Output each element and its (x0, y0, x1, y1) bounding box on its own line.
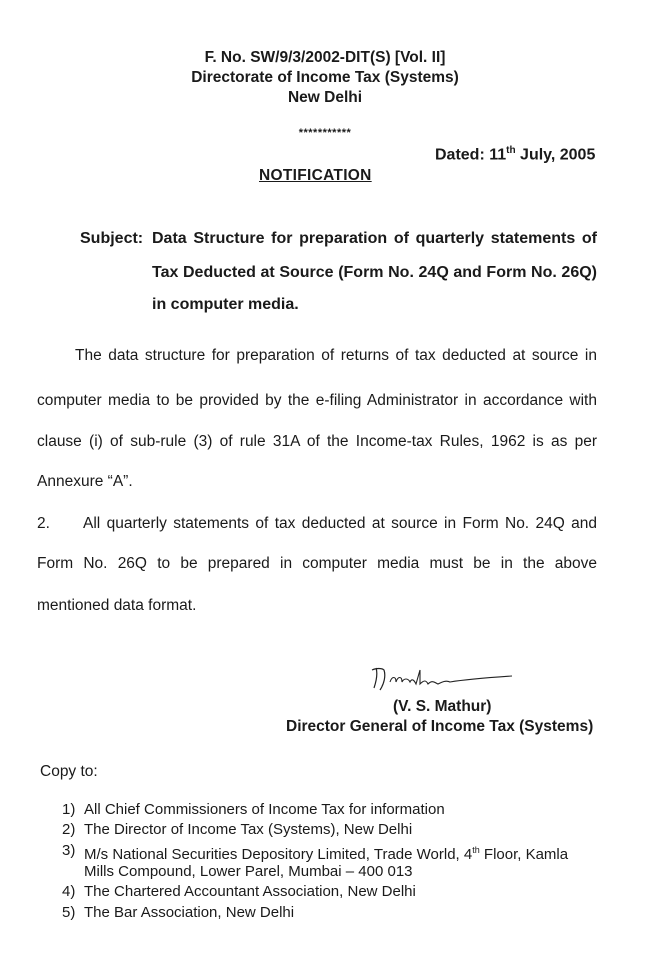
paragraph-1-line-2: computer media to be provided by the e-filing Administrator in accordance with (37, 392, 597, 409)
list-item-text-a: M/s National Securities Depository Limited, Trade World, 4 (84, 846, 473, 863)
list-item-number: 5) (62, 904, 76, 921)
list-item-text: The Bar Association, New Delhi (84, 904, 295, 921)
paragraph-2-line-3: mentioned data format. (37, 597, 197, 614)
list-item-text: All Chief Commissioners of Income Tax for information (84, 801, 445, 818)
list-item-text-c: Mills Compound, Lower Parel, Mumbai – 400 013 (84, 863, 413, 880)
page-title: NOTIFICATION (259, 167, 372, 184)
signatory-designation: Director General of Income Tax (Systems) (286, 718, 594, 735)
list-item-number: 1) (62, 801, 76, 818)
office-name: Directorate of Income Tax (Systems) (191, 69, 459, 86)
date-sup: th (506, 145, 516, 156)
paragraph-1-line-4: Annexure “A”. (37, 473, 133, 490)
paragraph-2-line-1: All quarterly statements of tax deducted at source in Form No. 24Q and (83, 515, 597, 532)
date-line (435, 145, 595, 164)
date-prefix: Dated: 11 (435, 146, 507, 164)
list-item-text: The Chartered Accountant Association, New Delhi (84, 883, 416, 900)
office-city: New Delhi (287, 89, 363, 106)
copy-to-label: Copy to: (40, 763, 98, 780)
list-item-number: 3) (62, 842, 76, 859)
separator-stars: *********** (298, 127, 352, 139)
paragraph-1-line-3: clause (i) of sub-rule (3) of rule 31A of the Income-tax Rules, 1962 is as per (37, 433, 597, 450)
subject-line-1: Data Structure for preparation of quarterly statements of (152, 230, 597, 247)
file-number: F. No. SW/9/3/2002-DIT(S) [Vol. II] (204, 49, 446, 66)
list-item-text (84, 842, 624, 880)
list-item-text: The Director of Income Tax (Systems), New Delhi (84, 821, 413, 838)
subject-label: Subject: (80, 230, 144, 247)
list-item-number: 4) (62, 883, 76, 900)
date-suffix: July, 2005 (515, 146, 596, 164)
signatory-name: (V. S. Mathur) (393, 698, 492, 715)
handwritten-signature (362, 660, 522, 694)
list-item-number: 2) (62, 821, 76, 838)
paragraph-2-line-2: Form No. 26Q to be prepared in computer media must be in the above (37, 555, 597, 572)
list-item-sup: th (472, 845, 480, 855)
subject-line-2: Tax Deducted at Source (Form No. 24Q and Form No. 26Q) (152, 264, 597, 281)
subject-line-3: in computer media. (152, 296, 299, 313)
list-item-text-b: Floor, Kamla (479, 846, 569, 863)
paragraph-2-number: 2. (37, 515, 50, 532)
paragraph-1-line-1: The data structure for preparation of returns of tax deducted at source in (75, 347, 597, 364)
